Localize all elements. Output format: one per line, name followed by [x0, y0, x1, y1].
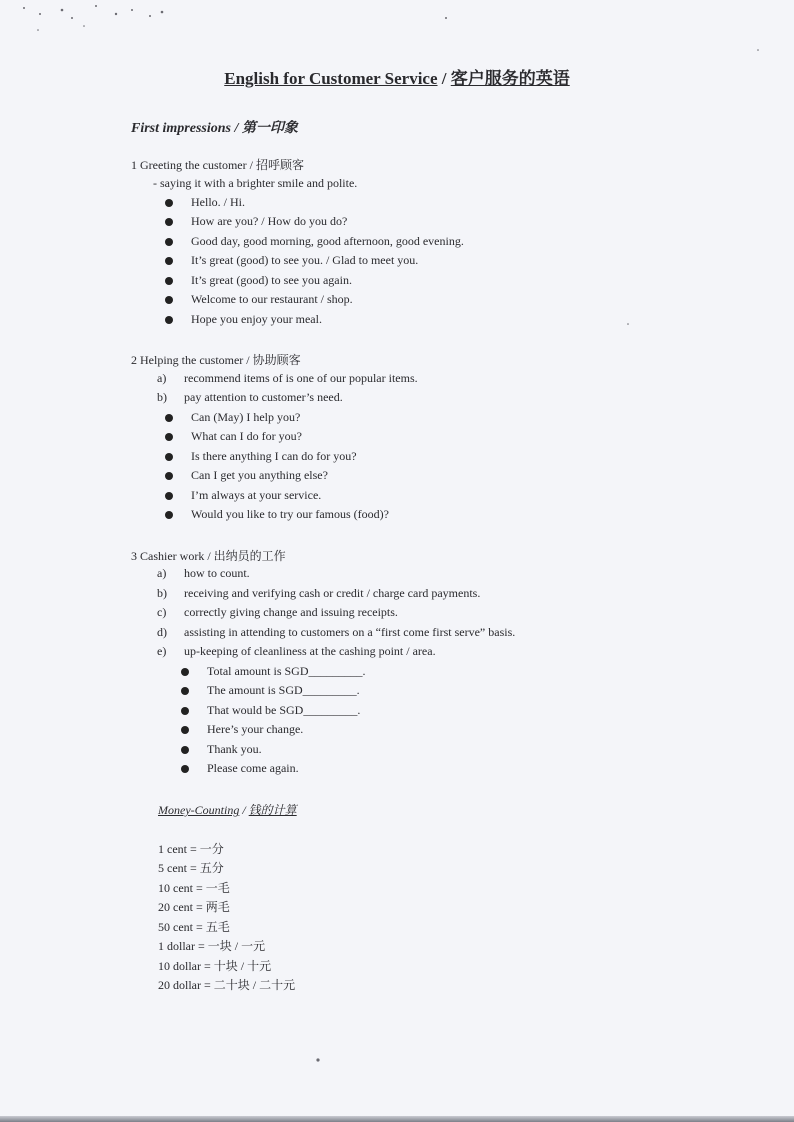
lettered-item: d) assisting in attending to customers on a “first come first serve” basis. — [157, 625, 516, 639]
money-row: 50 cent = 五毛 — [158, 920, 230, 934]
bullet-item: The amount is SGD_________. — [181, 683, 360, 698]
bullet-icon — [181, 765, 189, 773]
lettered-item: b) receiving and verifying cash or credit / charge card payments. — [157, 586, 481, 600]
bullet-icon — [181, 726, 189, 734]
bullet-item: Can I get you anything else? — [165, 468, 328, 483]
bullet-item: It’s great (good) to see you. / Glad to meet you. — [165, 253, 418, 268]
bullet-item: How are you? / How do you do? — [165, 214, 347, 229]
bullet-icon — [165, 199, 173, 207]
bullet-item: Would you like to try our famous (food)? — [165, 507, 389, 522]
lettered-item: a) how to count. — [157, 566, 250, 580]
money-row: 10 dollar = 十块 / 十元 — [158, 959, 272, 973]
section-1-heading: 1 Greeting the customer / 招呼顾客 — [131, 158, 304, 172]
lettered-item: e) up-keeping of cleanliness at the cashing point / area. — [157, 644, 436, 658]
bullet-item: That would be SGD_________. — [181, 703, 360, 718]
title-english: English for Customer Service — [224, 69, 438, 88]
section-1-note: - saying it with a brighter smile and polite. — [153, 176, 358, 190]
lettered-item: a) recommend items of is one of our popular items. — [157, 371, 418, 385]
money-row: 10 cent = 一毛 — [158, 881, 230, 895]
bullet-item: It’s great (good) to see you again. — [165, 273, 352, 288]
subtitle-first-impressions: First impressions / 第一印象 — [131, 121, 298, 136]
bullet-item: Is there anything I can do for you? — [165, 449, 357, 464]
bullet-icon — [165, 218, 173, 226]
bullet-icon — [181, 668, 189, 676]
section-2-heading: 2 Helping the customer / 协助顾客 — [131, 353, 301, 367]
money-counting-heading: Money-Counting / 钱的计算 — [158, 803, 297, 817]
bullet-item: Hope you enjoy your meal. — [165, 312, 322, 327]
money-row: 5 cent = 五分 — [158, 861, 224, 875]
bullet-icon — [165, 257, 173, 265]
document-title — [0, 64, 794, 89]
bullet-icon — [165, 492, 173, 500]
bullet-icon — [165, 316, 173, 324]
bullet-icon — [165, 472, 173, 480]
lettered-item: b) pay attention to customer’s need. — [157, 390, 343, 404]
bullet-item: Can (May) I help you? — [165, 410, 300, 425]
bullet-item: Please come again. — [181, 761, 299, 776]
bullet-icon — [165, 238, 173, 246]
bullet-icon — [181, 707, 189, 715]
bullet-icon — [181, 687, 189, 695]
bullet-item: Welcome to our restaurant / shop. — [165, 292, 353, 307]
scan-bottom-edge — [0, 1116, 794, 1122]
bullet-icon — [165, 453, 173, 461]
bullet-item: What can I do for you? — [165, 429, 302, 444]
bullet-icon — [181, 746, 189, 754]
bullet-icon — [165, 414, 173, 422]
bullet-item: I’m always at your service. — [165, 488, 321, 503]
section-3-heading: 3 Cashier work / 出纳员的工作 — [131, 549, 286, 563]
lettered-item: c) correctly giving change and issuing receipts. — [157, 605, 398, 619]
bullet-item: Hello. / Hi. — [165, 195, 245, 210]
bullet-item: Total amount is SGD_________. — [181, 664, 366, 679]
bullet-icon — [165, 277, 173, 285]
money-row: 20 dollar = 二十块 / 二十元 — [158, 978, 296, 992]
bullet-icon — [165, 296, 173, 304]
money-row: 1 cent = 一分 — [158, 842, 224, 856]
bullet-item: Good day, good morning, good afternoon, good evening. — [165, 234, 464, 249]
bullet-icon — [165, 433, 173, 441]
title-separator: / — [437, 69, 451, 88]
bullet-icon — [165, 511, 173, 519]
bullet-item: Here’s your change. — [181, 722, 303, 737]
title-chinese: 客户服务的英语 — [450, 69, 570, 88]
money-row: 1 dollar = 一块 / 一元 — [158, 939, 266, 953]
money-row: 20 cent = 两毛 — [158, 900, 230, 914]
bullet-item: Thank you. — [181, 742, 262, 757]
